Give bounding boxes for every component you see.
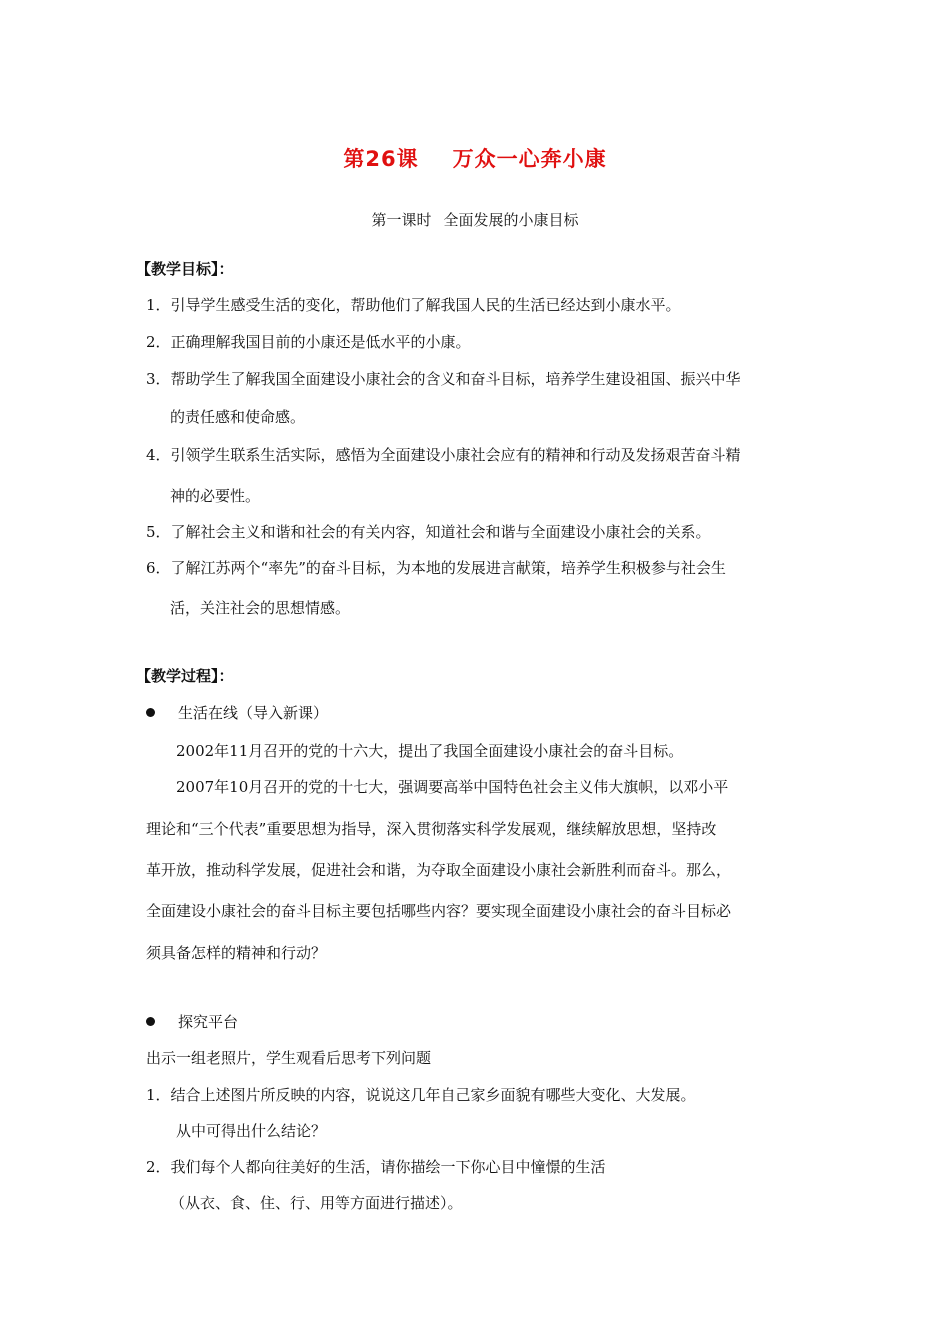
objective-item: 5．了解社会主义和谐和社会的有关内容，知道社会和谐与全面建设小康社会的关系。 [146, 523, 711, 541]
paragraph-line: 革开放，推动科学发展，促进社会和谐，为夺取全面建设小康社会新胜利而奋斗。那么， [146, 861, 732, 879]
section-title-exploration: 探究平台 [178, 1013, 239, 1031]
lesson-topic: 全面发展的小康目标 [443, 211, 579, 229]
objective-item: 3．帮助学生了解我国全面建设小康社会的含义和奋斗目标，培养学生建设祖国、振兴中华 [146, 370, 741, 388]
objective-item: 1．引导学生感受生活的变化，帮助他们了解我国人民的生活已经达到小康水平。 [146, 296, 681, 314]
question-item-continuation: 从中可得出什么结论？ [176, 1122, 327, 1140]
objective-item-continuation: 的责任感和使命感。 [170, 408, 306, 426]
objective-item-continuation: 活，关注社会的思想情感。 [170, 599, 351, 617]
paragraph-line: 须具备怎样的精神和行动？ [146, 944, 327, 962]
paragraph-line: 2007年10月召开的党的十七大，强调要高举中国特色社会主义伟大旗帜，以邓小平 [176, 778, 729, 796]
paragraph-line: 理论和“三个代表”重要思想为指导，深入贯彻落实科学发展观，继续解放思想，坚持改 [146, 820, 717, 838]
process-heading: 【教学过程】： [136, 667, 234, 685]
section-title-life-online: 生活在线（导入新课） [178, 704, 329, 722]
objectives-heading: 【教学目标】： [136, 260, 234, 278]
lesson-name: 万众一心奔小康 [452, 147, 607, 171]
lesson-title [0, 143, 950, 173]
bullet-icon [146, 1017, 155, 1026]
paragraph-line: 出示一组老照片，学生观看后思考下列问题 [146, 1049, 432, 1067]
bullet-icon [146, 708, 155, 717]
objective-item: 6．了解江苏两个“率先”的奋斗目标，为本地的发展进言献策，培养学生积极参与社会生 [146, 559, 726, 577]
lesson-period: 第一课时 [371, 211, 432, 229]
objective-item-continuation: 神的必要性。 [170, 487, 261, 505]
objective-item: 4．引领学生联系生活实际，感悟为全面建设小康社会应有的精神和行动及发扬艰苦奋斗精 [146, 446, 741, 464]
lesson-number: 第26课 [343, 147, 419, 171]
paragraph-line: 全面建设小康社会的奋斗目标主要包括哪些内容？要实现全面建设小康社会的奋斗目标必 [146, 902, 732, 920]
question-item: 1．结合上述图片所反映的内容，说说这几年自己家乡面貌有哪些大变化、大发展。 [146, 1086, 696, 1104]
objective-item: 2．正确理解我国目前的小康还是低水平的小康。 [146, 333, 471, 351]
lesson-subtitle [0, 209, 950, 230]
question-item-continuation: （从衣、食、住、行、用等方面进行描述）。 [170, 1194, 463, 1212]
paragraph-line: 2002年11月召开的党的十六大，提出了我国全面建设小康社会的奋斗目标。 [176, 742, 684, 760]
question-item: 2．我们每个人都向往美好的生活，请你描绘一下你心目中憧憬的生活 [146, 1158, 606, 1176]
